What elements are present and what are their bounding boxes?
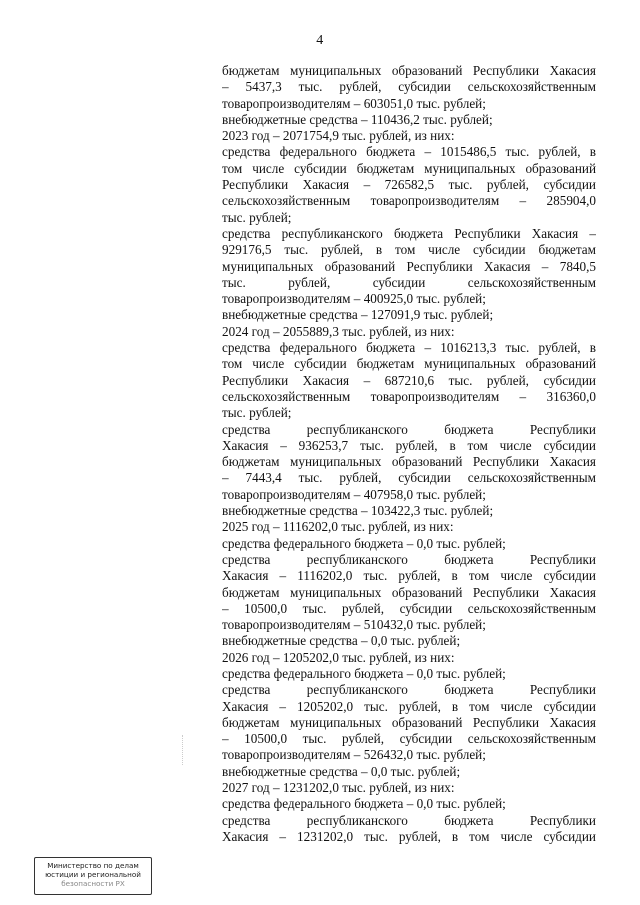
document-body (222, 63, 596, 845)
text-line: бюджетам муниципальных образований Республики Хакасия (222, 584, 596, 600)
text-line: том числе субсидии бюджетам муниципальных образований (222, 356, 596, 372)
text-line: 2024 год – 2055889,3 тыс. рублей, из них: (222, 323, 455, 339)
margin-mark (182, 735, 184, 765)
text-line: внебюджетные средства – 127091,9 тыс. рублей; (222, 307, 494, 323)
text-line: средства федерального бюджета – 0,0 тыс. рублей; (222, 535, 506, 551)
text-line: бюджетам муниципальных образований Республики Хакасия (222, 63, 596, 78)
text-line: муниципальных образований Республики Хакасия – 7840,5 (222, 258, 596, 274)
text-line: бюджетам муниципальных образований Республики Хакасия (222, 714, 596, 730)
text-line: товаропроизводителям – 526432,0 тыс. рублей; (222, 747, 486, 763)
text-line: Хакасия – 936253,7 тыс. рублей, в том числе субсидии (222, 437, 596, 453)
text-line: товаропроизводителям – 400925,0 тыс. рублей; (222, 291, 486, 307)
text-line: средства федерального бюджета – 0,0 тыс. рублей; (222, 665, 506, 681)
text-line: – 10500,0 тыс. рублей, субсидии сельскохозяйственным (222, 600, 596, 616)
text-line: 2027 год – 1231202,0 тыс. рублей, из них: (222, 780, 455, 796)
text-line: средства республиканского бюджета Республики (222, 812, 596, 828)
text-line: 2023 год – 2071754,9 тыс. рублей, из них: (222, 128, 455, 144)
text-line: средства республиканского бюджета Республики (222, 682, 596, 698)
text-line: внебюджетные средства – 0,0 тыс. рублей; (222, 763, 461, 779)
text-line: бюджетам муниципальных образований Республики Хакасия (222, 454, 596, 470)
text-line: внебюджетные средства – 110436,2 тыс. рублей; (222, 111, 493, 127)
text-line: – 7443,4 тыс. рублей, субсидии сельскохозяйственным (222, 470, 596, 486)
text-line: внебюджетные средства – 0,0 тыс. рублей; (222, 633, 461, 649)
text-line: внебюджетные средства – 103422,3 тыс. рублей; (222, 503, 494, 519)
text-line: тыс. рублей; (222, 405, 292, 421)
text-line: – 10500,0 тыс. рублей, субсидии сельскохозяйственным (222, 731, 596, 747)
text-line: том числе субсидии бюджетам муниципальных образований (222, 160, 596, 176)
text-line: средства республиканского бюджета Республики Хакасия – (222, 225, 596, 241)
text-line: тыс. рублей, субсидии сельскохозяйственным (222, 274, 596, 290)
registration-stamp (34, 857, 152, 895)
text-line: – 5437,3 тыс. рублей, субсидии сельскохозяйственным (222, 79, 596, 95)
text-line: Республики Хакасия – 726582,5 тыс. рублей, субсидии (222, 177, 596, 193)
stamp-line-2: юстиции и региональной (45, 870, 141, 879)
text-line: средства федерального бюджета – 1016213,3 тыс. рублей, в (222, 340, 596, 356)
text-line: средства республиканского бюджета Республики (222, 551, 596, 567)
text-line: Хакасия – 1116202,0 тыс. рублей, в том числе субсидии (222, 568, 596, 584)
text-line: средства республиканского бюджета Республики (222, 421, 596, 437)
text-line: Республики Хакасия – 687210,6 тыс. рублей, субсидии (222, 372, 596, 388)
text-line: товаропроизводителям – 510432,0 тыс. рублей; (222, 617, 486, 633)
text-line: товаропроизводителям – 603051,0 тыс. рублей; (222, 95, 486, 111)
text-line: средства федерального бюджета – 0,0 тыс. рублей; (222, 796, 506, 812)
text-line: сельскохозяйственным товаропроизводителям – 285904,0 (222, 193, 596, 209)
stamp-line-3: безопасности РХ (61, 879, 125, 888)
text-line: 2025 год – 1116202,0 тыс. рублей, из них: (222, 519, 454, 535)
text-line: 2026 год – 1205202,0 тыс. рублей, из них: (222, 649, 455, 665)
text-line: средства федерального бюджета – 1015486,5 тыс. рублей, в (222, 144, 596, 160)
page-number: 4 (316, 33, 324, 48)
text-line: 929176,5 тыс. рублей, в том числе субсидии бюджетам (222, 242, 596, 258)
text-line: Хакасия – 1205202,0 тыс. рублей, в том числе субсидии (222, 698, 596, 714)
text-line: товаропроизводителям – 407958,0 тыс. рублей; (222, 486, 486, 502)
stamp-line-1: Министерство по делам (47, 861, 139, 870)
text-line: Хакасия – 1231202,0 тыс. рублей, в том числе субсидии (222, 828, 596, 844)
text-line: тыс. рублей; (222, 209, 292, 225)
text-line: сельскохозяйственным товаропроизводителям – 316360,0 (222, 388, 596, 404)
